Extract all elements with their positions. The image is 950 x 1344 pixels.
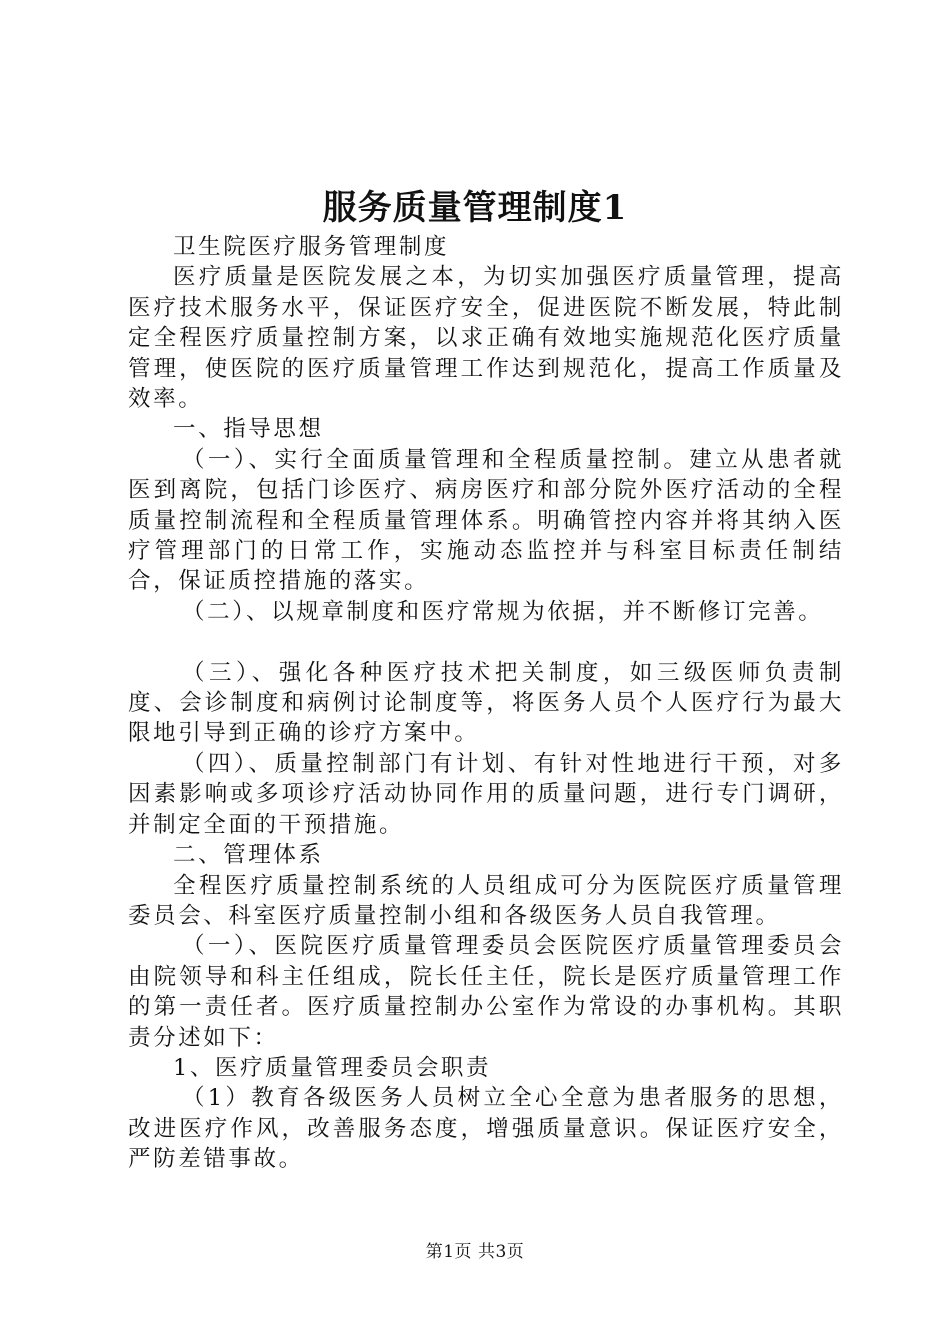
page-number: 第1页 共3页 xyxy=(425,1242,525,1262)
document-title: 服务质量管理制度1 xyxy=(322,188,628,228)
paragraph-committee: （一）、医院医疗质量管理委员会医院医疗质量管理委员会由院领导和科主任组成，院长任主任，院长是医疗质量管理工作的第一责任者。医疗质量控制办公室作为常设的办事机构。其职责分述如下： xyxy=(128,933,844,1051)
paragraph-duty-1: （1）教育各级医务人员树立全心全意为患者服务的思想，改进医疗作风，改善服务态度，增强质量意识。保证医疗安全，严防差错事故。 xyxy=(128,1085,844,1173)
section-heading-guiding-thought: 一、指导思想 xyxy=(173,416,324,443)
section-heading-management-system: 二、管理体系 xyxy=(173,842,324,869)
paragraph-item-4: （四）、质量控制部门有计划、有针对性地进行干预，对多因素影响或多项诊疗活动协同作用的质量问题，进行专门调研，并制定全面的干预措施。 xyxy=(128,750,844,838)
blank-line xyxy=(128,627,844,657)
paragraph-item-3: （三）、强化各种医疗技术把关制度，如三级医师负责制度、会诊制度和病例讨论制度等，将医务人员个人医疗行为最大限地引导到正确的诊疗方案中。 xyxy=(128,659,844,747)
paragraph-subtitle: 卫生院医疗服务管理制度 xyxy=(173,234,450,260)
paragraph-item-2: （二）、以规章制度和医疗常规为依据，并不断修订完善。 xyxy=(182,598,824,625)
paragraph-item-1: （一）、实行全面质量管理和全程质量控制。建立从患者就医到离院，包括门诊医疗、病房医疗和部分院外医疗活动的全程质量控制流程和全程质量管理体系。明确管控内容并将其纳入医疗管理部门的日常工作，实施动态监控并与科室目标责任制结合，保证质控措施的落实。 xyxy=(128,446,844,595)
subheading-committee-duties: 1、医疗质量管理委员会职责 xyxy=(173,1054,492,1081)
paragraph-intro: 医疗质量是医院发展之本，为切实加强医疗质量管理，提高医疗技术服务水平，保证医疗安全，促进医院不断发展，特此制定全程医疗质量控制方案，以求正确有效地实施规范化医疗质量管理，使医院的医疗质量管理工作达到规范化，提高工作质量及效率。 xyxy=(128,264,844,413)
document-body xyxy=(128,232,844,1175)
paragraph-system-composition: 全程医疗质量控制系统的人员组成可分为医院医疗质量管理委员会、科室医疗质量控制小组和各级医务人员自我管理。 xyxy=(128,872,844,929)
